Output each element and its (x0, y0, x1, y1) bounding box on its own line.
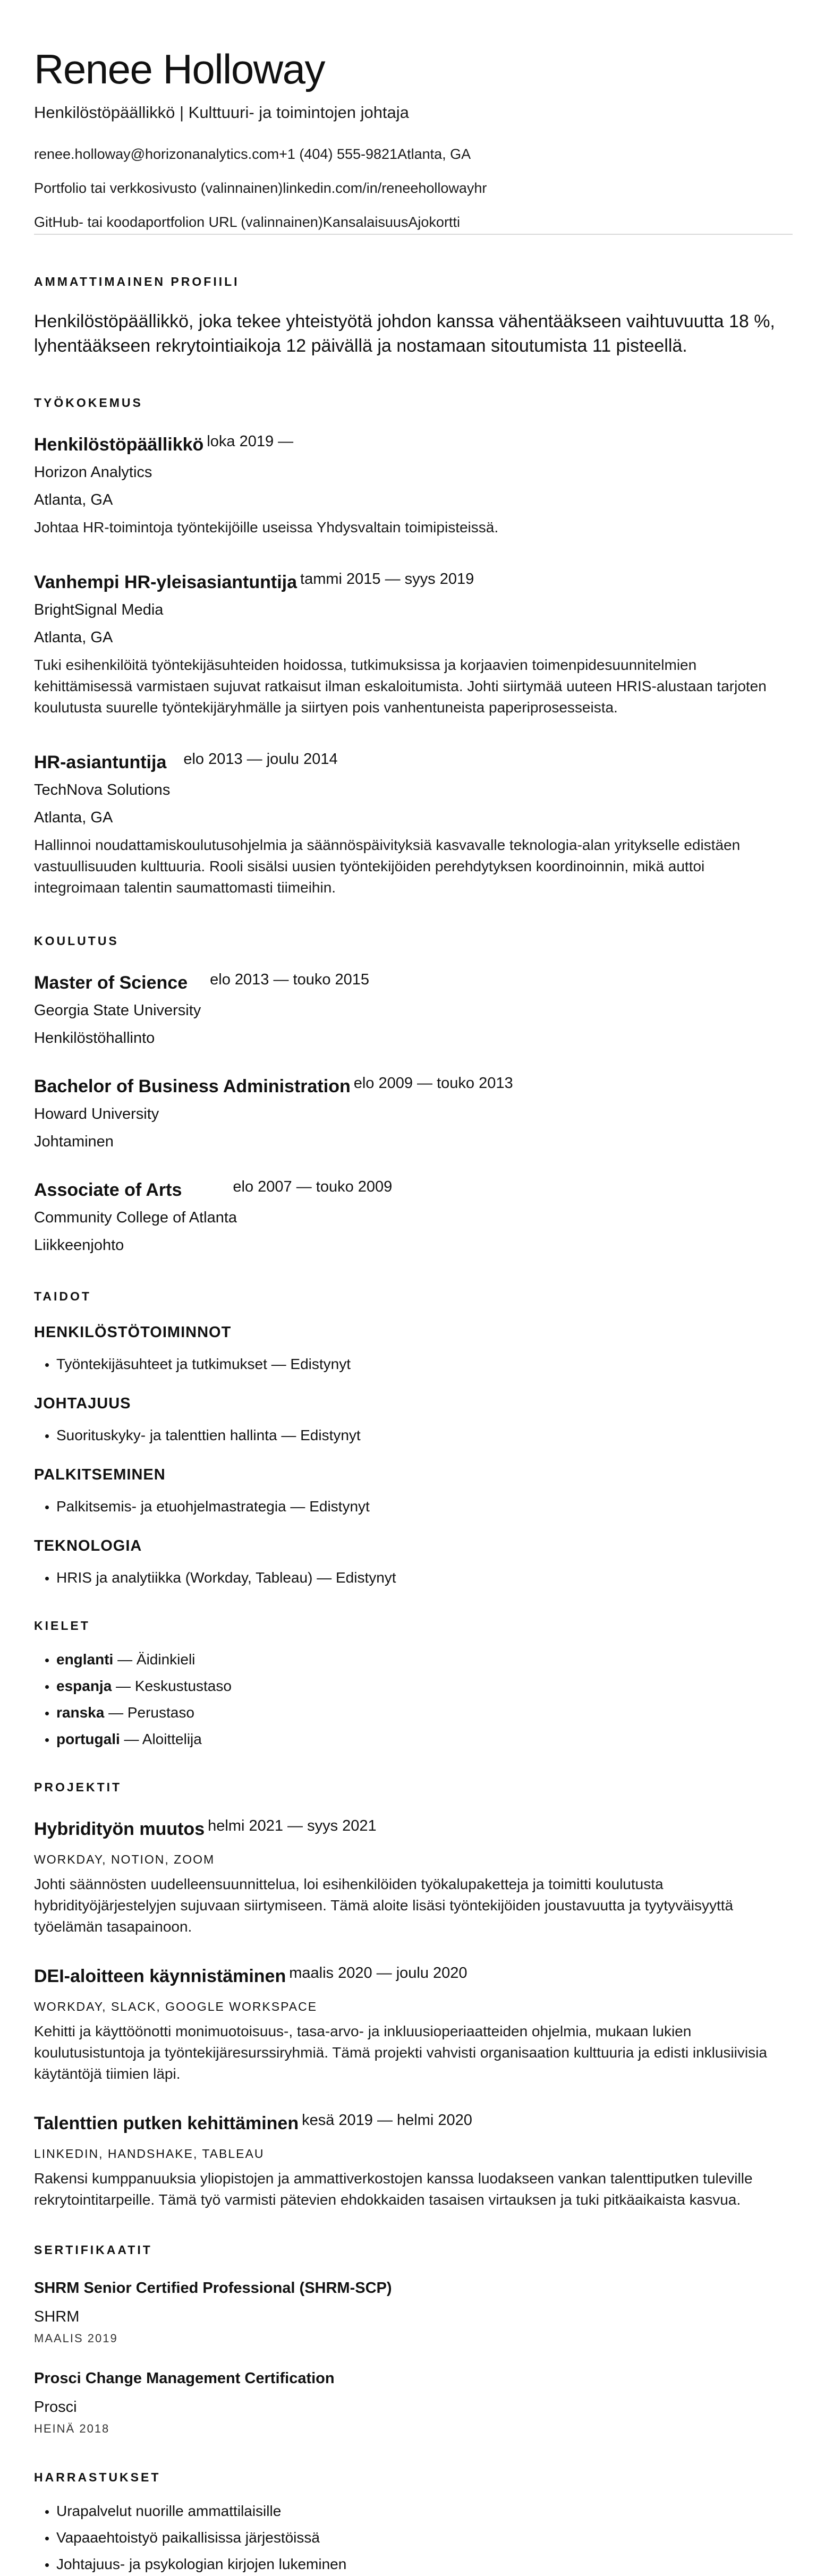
certification-issuer: SHRM (34, 2308, 80, 2325)
section-title: TYÖKOKEMUS (34, 396, 143, 410)
skill-item: • Palkitsemis- ja etuohjelmastrategia — Edistynyt (56, 1496, 782, 1517)
project-dates: helmi 2021 — syys 2021 (208, 1817, 377, 1834)
education-entry (34, 968, 782, 1049)
project-description: Rakensi kumppanuuksia yliopistojen ja ammattiverkostojen kanssa luodakseen vankan talenttiputken tuleville rekrytointitarpeille. Tämä työ varmisti pätevien ehdokkaiden tasaisen virtauksen ja tuki pitkäaikaista kasvua. (34, 2170, 753, 2208)
job-description: Hallinnoi noudattamiskoulutusohjelmia ja säännöspäivityksiä kasvavalle teknologia-alan yritykselle edistäen vastuullisuuden kulttuuria. Rooli sisälsi uusien työntekijöiden perehdytyksen koordinoinnin, mikä auttoi integroimaan talentin saumattomasti tiimeihin. (34, 837, 741, 896)
certification-issuer: Prosci (34, 2399, 77, 2416)
certification-date: HEINÄ 2018 (34, 2422, 110, 2435)
skill-category: TEKNOLOGIA (34, 1537, 142, 1554)
job-title: Henkilöstöpäällikkö (34, 435, 204, 455)
language-item (56, 1702, 782, 1723)
language-item (56, 1729, 782, 1750)
experience-entry (34, 430, 782, 538)
certification-date: MAALIS 2019 (34, 2332, 118, 2345)
language-level: — Perustaso (104, 1704, 194, 1721)
education-dates: elo 2013 — touko 2015 (210, 971, 370, 988)
profile-section (34, 274, 782, 358)
language-item (56, 1649, 782, 1670)
skill-group (34, 1535, 782, 1588)
section-title: PROJEKTIT (34, 1780, 122, 1794)
citizenship-text: Kansalaisuus (322, 214, 409, 230)
candidate-name: Renee Holloway (34, 46, 325, 92)
email-link[interactable]: renee.holloway@horizonanalytics.com (34, 146, 279, 162)
resume-header (34, 44, 782, 235)
job-description: Johtaa HR-toimintoja työntekijöille useissa Yhdysvaltain toimipisteissä. (34, 519, 499, 535)
section-title: HARRASTUKSET (34, 2470, 161, 2484)
certification-name: Prosci Change Management Certification (34, 2370, 335, 2387)
license-text: Ajokortti (408, 214, 460, 230)
company-name: BrightSignal Media (34, 601, 164, 618)
school-name: Georgia State University (34, 1002, 201, 1019)
project-description: Kehitti ja käyttöönotti monimuotoisuus-, tasa-arvo- ja inkluusioperiaatteiden ohjelmia, mukaan lukien koulutusistuntoja ja työntekijäresurssiryhmiä. Tämä projekti vahvisti organisaation kulttuuria ja edisti inklusiivisia käytäntöjä tiimien läpi. (34, 2023, 767, 2082)
project-tech: WORKDAY, NOTION, ZOOM (34, 1852, 215, 1866)
profile-summary: Henkilöstöpäällikkö, joka tekee yhteistyötä johdon kanssa vähentääkseen vaihtuvuutta 18 %, lyhentääkseen rekrytointiaikoja 12 päivällä ja nostamaan sitoutumista 11 pisteellä. (34, 311, 775, 356)
linkedin-link[interactable]: linkedin.com/in/reneehollowayhr (283, 180, 487, 196)
school-name: Howard University (34, 1106, 159, 1123)
job-description: Tuki esihenkilöitä työntekijäsuhteiden hoidossa, tutkimuksissa ja korjaavien toimenpidesuunnitelmien kehittämisessä varmistaen sujuvat ratkaisut ilman eskaloitumista. Johti siirtymää uuteen HRIS-alustaan tarjoten koulutusta suurelle työntekijäryhmälle ja siirtyen pois vanhentuneista paperiprosesseista. (34, 657, 767, 716)
education-dates: elo 2009 — touko 2013 (353, 1075, 513, 1092)
project-name: Hybridityön muutos (34, 1819, 205, 1839)
skill-category: HENKILÖSTÖTOIMINNOT (34, 1324, 232, 1341)
section-title: SERTIFIKAATIT (34, 2243, 152, 2257)
hobby-item: • Johtajuus- ja psykologian kirjojen lukeminen (56, 2554, 782, 2575)
contact-row-links (34, 178, 782, 198)
education-entry (34, 1072, 782, 1152)
skill-category: JOHTAJUUS (34, 1395, 131, 1412)
certification-name: SHRM Senior Certified Professional (SHRM-SCP) (34, 2280, 392, 2297)
degree-name: Associate of Arts (34, 1180, 182, 1200)
contact-row-primary (34, 144, 782, 164)
education-section (34, 933, 782, 1256)
language-level: — Aloittelija (120, 1731, 202, 1747)
skill-group (34, 1393, 782, 1446)
project-name: Talenttien putken kehittäminen (34, 2113, 299, 2133)
education-dates: elo 2007 — touko 2009 (233, 1178, 393, 1195)
skill-item: • HRIS ja analytiikka (Workday, Tableau) — Edistynyt (56, 1567, 782, 1588)
degree-name: Bachelor of Business Administration (34, 1076, 351, 1096)
phone-link[interactable]: +1 (404) 555-9821 (279, 146, 398, 162)
skill-item: • Työntekijäsuhteet ja tutkimukset — Edistynyt (56, 1354, 782, 1375)
job-dates: loka 2019 — (207, 433, 294, 450)
certifications-section (34, 2242, 782, 2437)
project-entry (34, 1962, 782, 2085)
language-name: englanti (56, 1651, 114, 1668)
language-name: portugali (56, 1731, 120, 1747)
job-title: Vanhempi HR-yleisasiantuntija (34, 572, 298, 592)
project-entry (34, 2109, 782, 2211)
hobby-item: • Urapalvelut nuorille ammattilaisille (56, 2501, 782, 2522)
candidate-headline: Henkilöstöpäällikkö | Kulttuuri- ja toimintojen johtaja (34, 103, 409, 122)
location-text: Atlanta, GA (397, 146, 471, 162)
education-entry (34, 1176, 782, 1256)
field-of-study: Henkilöstöhallinto (34, 1030, 155, 1047)
job-dates: tammi 2015 — syys 2019 (300, 571, 474, 588)
language-level: — Keskustustaso (112, 1678, 232, 1694)
projects-section (34, 1780, 782, 2211)
hobby-item: • Vapaaehtoistyö paikallisissa järjestöissä (56, 2527, 782, 2548)
section-title: KOULUTUS (34, 934, 119, 948)
job-dates: elo 2013 — joulu 2014 (183, 751, 338, 768)
section-title: KIELET (34, 1619, 90, 1633)
experience-entry (34, 568, 782, 718)
project-entry (34, 1815, 782, 1937)
portfolio-link[interactable]: Portfolio tai verkkosivusto (valinnainen) (34, 180, 283, 196)
project-dates: maalis 2020 — joulu 2020 (289, 1965, 468, 1982)
job-location: Atlanta, GA (34, 491, 113, 508)
certification-entry (34, 2368, 782, 2437)
language-item (56, 1676, 782, 1697)
field-of-study: Liikkeenjohto (34, 1237, 124, 1254)
project-description: Johti säännösten uudelleensuunnittelua, loi esihenkilöiden työkalupaketteja ja toimitti koulutusta hybridityöjärjestelyjen sujuvaan siirtymiseen. Tämä aloite lisäsi työntekijöiden joustavuutta ja tyytyväisyyttä työelämän tasapainoon. (34, 1876, 734, 1935)
contact-row-extra (34, 212, 782, 232)
skills-section (34, 1289, 782, 1588)
language-level: — Äidinkieli (113, 1651, 196, 1668)
project-dates: kesä 2019 — helmi 2020 (302, 2112, 472, 2129)
skill-group (34, 1322, 782, 1375)
experience-entry (34, 748, 782, 898)
company-name: Horizon Analytics (34, 464, 152, 481)
company-name: TechNova Solutions (34, 781, 171, 798)
degree-name: Master of Science (34, 973, 188, 993)
certification-entry (34, 2277, 782, 2347)
field-of-study: Johtaminen (34, 1133, 114, 1150)
language-name: ranska (56, 1704, 105, 1721)
section-title: TAIDOT (34, 1289, 91, 1303)
job-location: Atlanta, GA (34, 629, 113, 646)
job-title: HR-asiantuntija (34, 752, 167, 772)
github-link[interactable]: GitHub- tai koodaportfolion URL (valinnainen) (34, 214, 323, 230)
school-name: Community College of Atlanta (34, 1209, 237, 1226)
project-tech: WORKDAY, SLACK, GOOGLE WORKSPACE (34, 2000, 318, 2013)
experience-section (34, 395, 782, 898)
languages-section (34, 1618, 782, 1750)
skill-item: • Suorituskyky- ja talenttien hallinta — Edistynyt (56, 1425, 782, 1446)
project-tech: LINKEDIN, HANDSHAKE, TABLEAU (34, 2147, 265, 2161)
section-title: AMMATTIMAINEN PROFIILI (34, 275, 240, 288)
skill-group (34, 1464, 782, 1517)
job-location: Atlanta, GA (34, 809, 113, 826)
header-divider (34, 234, 793, 235)
hobbies-section (34, 2470, 782, 2575)
language-name: espanja (56, 1678, 112, 1694)
skill-category: PALKITSEMINEN (34, 1466, 166, 1483)
project-name: DEI-aloitteen käynnistäminen (34, 1966, 286, 1986)
